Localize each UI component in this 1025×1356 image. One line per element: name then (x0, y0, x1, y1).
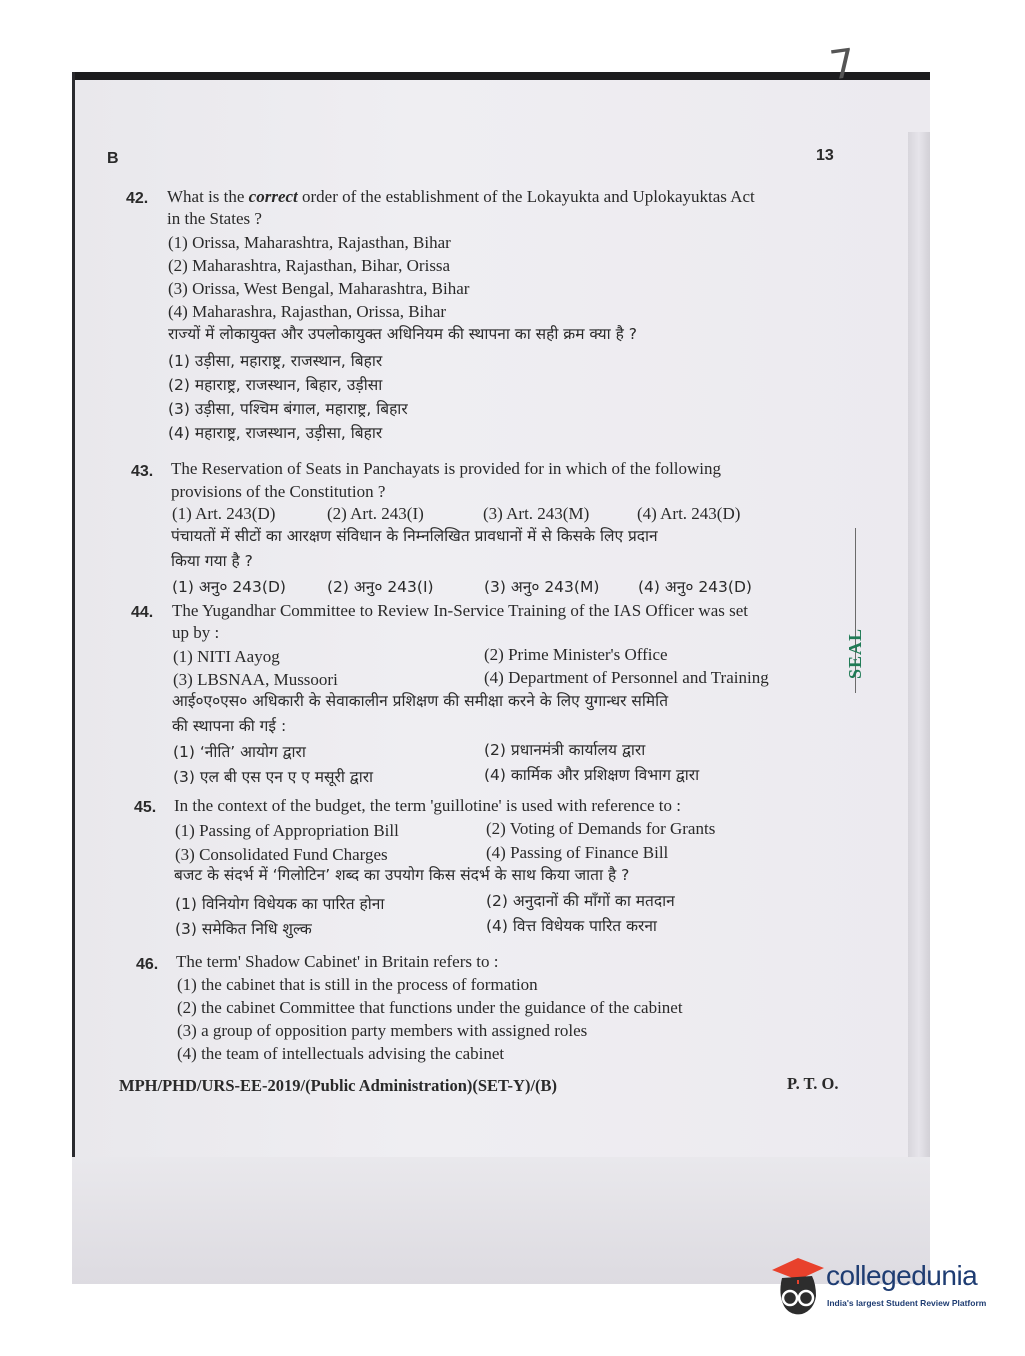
handwritten-mark: 7 (826, 40, 859, 90)
option-text-hindi: (1) अनु० 243(D) (172, 578, 286, 596)
brand-tagline: India's largest Student Review Platform (827, 1298, 987, 1308)
scan-left-border (72, 72, 75, 1284)
question-text: In the context of the budget, the term 'guillotine' is used with reference to : (174, 796, 682, 815)
option-text: (3) Art. 243(M) (483, 504, 590, 523)
option-text: (3) Consolidated Fund Charges (175, 845, 388, 864)
page-edge-shadow (908, 132, 930, 1232)
option-text: (2) the cabinet Committee that functions under the guidance of the cabinet (177, 998, 683, 1017)
question-text-hindi: पंचायतों में सीटों का आरक्षण संविधान के निम्नलिखित प्रावधानों में से किसके लिए प्रदान (171, 527, 658, 545)
option-text: (2) Art. 243(I) (327, 504, 424, 523)
option-text-hindi: (1) ‘नीति’ आयोग द्वारा (173, 743, 306, 761)
option-text-hindi: (4) अनु० 243(D) (638, 578, 752, 596)
seal-stamp: SEAL (845, 627, 865, 679)
option-text-hindi: (3) समेकित निधि शुल्क (175, 920, 312, 938)
option-text-hindi: (1) उड़ीसा, महाराष्ट्र, राजस्थान, बिहार (168, 352, 383, 370)
question-text: provisions of the Constitution ? (171, 482, 386, 501)
question-text: What is the correct order of the establishment of the Lokayukta and Uplokayuktas Act (167, 187, 755, 206)
option-text: (2) Prime Minister's Office (484, 645, 668, 664)
question-text: The term' Shadow Cabinet' in Britain refers to : (176, 952, 499, 971)
option-text-hindi: (3) एल बी एस एन ए ए मसूरी द्वारा (173, 768, 374, 786)
option-text: (2) Voting of Demands for Grants (486, 819, 716, 838)
option-text-hindi: (2) अनु० 243(I) (327, 578, 434, 596)
option-text: (2) Maharashtra, Rajasthan, Bihar, Orissa (168, 256, 451, 275)
footer-pto: P. T. O. (787, 1074, 839, 1093)
option-text-hindi: (1) विनियोग विधेयक का पारित होना (175, 895, 385, 913)
question-text-hindi: राज्यों में लोकायुक्त और उपलोकायुक्त अधिनियम की स्थापना का सही क्रम क्या है ? (168, 325, 638, 343)
option-text: (1) Orissa, Maharashtra, Rajasthan, Bihar (168, 233, 451, 252)
option-text: (4) Art. 243(D) (637, 504, 741, 523)
brand-name: collegedunia (826, 1260, 978, 1291)
question-number: 45. (134, 799, 157, 816)
scan-top-border (72, 72, 930, 80)
option-text: (1) Art. 243(D) (172, 504, 276, 523)
question-text-hindi: बजट के संदर्भ में ‘गिलोटिन’ शब्द का उपयोग किस संदर्भ के साथ किया जाता है ? (174, 866, 630, 884)
option-text-hindi: (2) अनुदानों की माँगों का मतदान (486, 892, 675, 910)
option-text: (4) Maharashra, Rajasthan, Orissa, Bihar (168, 302, 447, 321)
option-text-hindi: (4) कार्मिक और प्रशिक्षण विभाग द्वारा (484, 766, 700, 784)
option-text: (4) Passing of Finance Bill (486, 843, 669, 862)
option-text: (4) Department of Personnel and Training (484, 668, 769, 687)
option-text: (4) the team of intellectuals advising the cabinet (177, 1044, 505, 1063)
option-text-hindi: (2) प्रधानमंत्री कार्यालय द्वारा (484, 741, 646, 759)
question-text-hindi: की स्थापना की गई : (172, 717, 287, 735)
question-text: up by : (172, 623, 220, 642)
collegedunia-logo (768, 1250, 998, 1330)
question-text-hindi: आई०ए०एस० अधिकारी के सेवाकालीन प्रशिक्षण की समीक्षा करने के लिए युगान्धर समिति (172, 692, 669, 710)
option-text: (3) Orissa, West Bengal, Maharashtra, Bihar (168, 279, 470, 298)
option-text-hindi: (3) उड़ीसा, पश्चिम बंगाल, महाराष्ट्र, बिहार (168, 400, 408, 418)
option-text: (1) NITI Aayog (173, 647, 280, 666)
footer-code: MPH/PHD/URS-EE-2019/(Public Administration)(SET-Y)/(B) (119, 1076, 558, 1095)
mascot-icon (768, 1254, 826, 1320)
question-number: 42. (126, 190, 149, 207)
set-letter: B (107, 150, 119, 167)
option-text: (1) the cabinet that is still in the process of formation (177, 975, 538, 994)
option-text-hindi: (4) वित्त विधेयक पारित करना (486, 917, 657, 935)
question-number: 43. (131, 463, 154, 480)
question-text: The Yugandhar Committee to Review In-Service Training of the IAS Officer was set (172, 601, 748, 620)
question-text-hindi: किया गया है ? (171, 552, 253, 570)
question-text: in the States ? (167, 209, 262, 228)
option-text-hindi: (3) अनु० 243(M) (484, 578, 600, 596)
question-number: 44. (131, 604, 154, 621)
option-text: (1) Passing of Appropriation Bill (175, 821, 399, 840)
option-text: (3) a group of opposition party members with assigned roles (177, 1021, 588, 1040)
option-text: (3) LBSNAA, Mussoori (173, 670, 338, 689)
question-number: 46. (136, 956, 159, 973)
option-text-hindi: (2) महाराष्ट्र, राजस्थान, बिहार, उड़ीसा (168, 376, 383, 394)
question-text: The Reservation of Seats in Panchayats is provided for in which of the following (171, 459, 722, 478)
page-number: 13 (816, 147, 834, 164)
option-text-hindi: (4) महाराष्ट्र, राजस्थान, उड़ीसा, बिहार (168, 424, 383, 442)
